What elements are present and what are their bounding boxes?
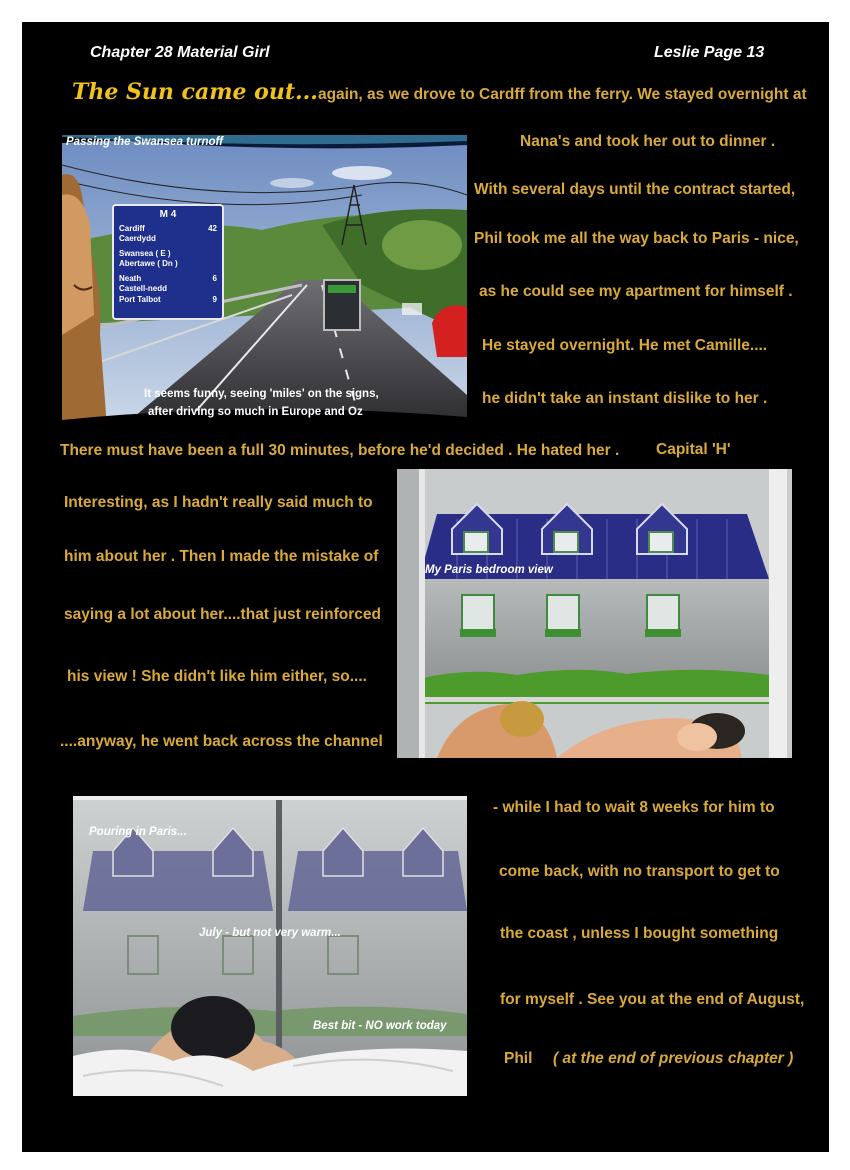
panel1-caption: Passing the Swansea turnoff <box>66 136 223 148</box>
sign-dist: 42 <box>208 224 217 233</box>
sign-place: Port Talbot <box>119 295 161 304</box>
text-line: the coast , unless I bought something <box>500 925 779 942</box>
text-line: He stayed overnight. He met Camille.... <box>482 337 768 354</box>
motorway-sign <box>112 204 224 320</box>
text-line: ....anyway, he went back across the channel <box>60 733 383 750</box>
sign-road: M 4 <box>159 209 177 220</box>
panel-rainy-paris <box>73 796 467 1096</box>
text-line: Phil took me all the way back to Paris - nice, <box>474 230 799 247</box>
rainy-window-illustration <box>73 796 467 1096</box>
text-line: - while I had to wait 8 weeks for him to <box>493 799 775 816</box>
sign-place: Abertawe ( Dn ) <box>119 259 178 268</box>
sign-rows <box>119 224 217 305</box>
closing-name: Phil <box>504 1050 533 1067</box>
text-line: for myself . See you at the end of August, <box>500 991 805 1008</box>
intro-lead: The Sun came out... <box>72 79 318 105</box>
sign-place: Caerdydd <box>119 234 156 243</box>
text-line: his view ! She didn't like him either, so.... <box>67 668 367 685</box>
sign-row <box>119 284 217 295</box>
sign-dist: 9 <box>212 295 217 304</box>
sign-place: Castell-nedd <box>119 284 168 293</box>
text-line: saying a lot about her....that just reinforced <box>64 606 381 623</box>
sign-row <box>119 234 217 249</box>
text-line: With several days until the contract started, <box>474 181 796 198</box>
panel3-caption-1: Pouring in Paris... <box>89 826 187 838</box>
panel1-bottom-caption-1: It seems funny, seeing 'miles' on the signs, <box>144 388 379 400</box>
panel2-caption: My Paris bedroom view <box>425 564 553 576</box>
sign-row <box>119 224 217 234</box>
text-line: he didn't take an instant dislike to her . <box>482 390 768 407</box>
sign-place: Swansea ( E ) <box>119 249 171 258</box>
mid-line: There must have been a full 30 minutes, before he'd decided . He hated her . <box>60 442 620 459</box>
panel-motorway <box>62 135 467 427</box>
sign-row <box>119 295 217 305</box>
sign-row <box>119 274 217 284</box>
sign-row <box>119 249 217 259</box>
intro-rest: again, as we drove to Cardff from the ferry. We stayed overnight at <box>317 86 807 103</box>
panel1-bottom-caption-2: after driving so much in Europe and Oz <box>148 406 363 418</box>
chapter-title: Chapter 28 Material Girl <box>90 44 270 61</box>
panel3-caption-3: Best bit - NO work today <box>313 1020 447 1032</box>
panel-paris-view <box>397 469 792 758</box>
intro-line <box>72 79 807 105</box>
text-line: Nana's and took her out to dinner . <box>520 133 776 150</box>
sign-place: Cardiff <box>119 224 145 233</box>
text-line: him about her . Then I made the mistake of <box>64 548 379 565</box>
paris-view-illustration <box>397 469 792 758</box>
text-line: Interesting, as I hadn't really said much to <box>64 494 373 511</box>
sign-place: Neath <box>119 274 142 283</box>
text-line: as he could see my apartment for himself . <box>479 283 793 300</box>
closing-note: ( at the end of previous chapter ) <box>553 1050 794 1067</box>
mid-line-tail: Capital 'H' <box>656 441 731 458</box>
page-number: Leslie Page 13 <box>654 44 765 61</box>
text-line: come back, with no transport to get to <box>499 863 780 880</box>
sign-dist: 6 <box>212 274 217 283</box>
comic-page <box>22 22 829 1152</box>
sign-row <box>119 259 217 274</box>
panel3-caption-2: July - but not very warm... <box>199 927 341 939</box>
